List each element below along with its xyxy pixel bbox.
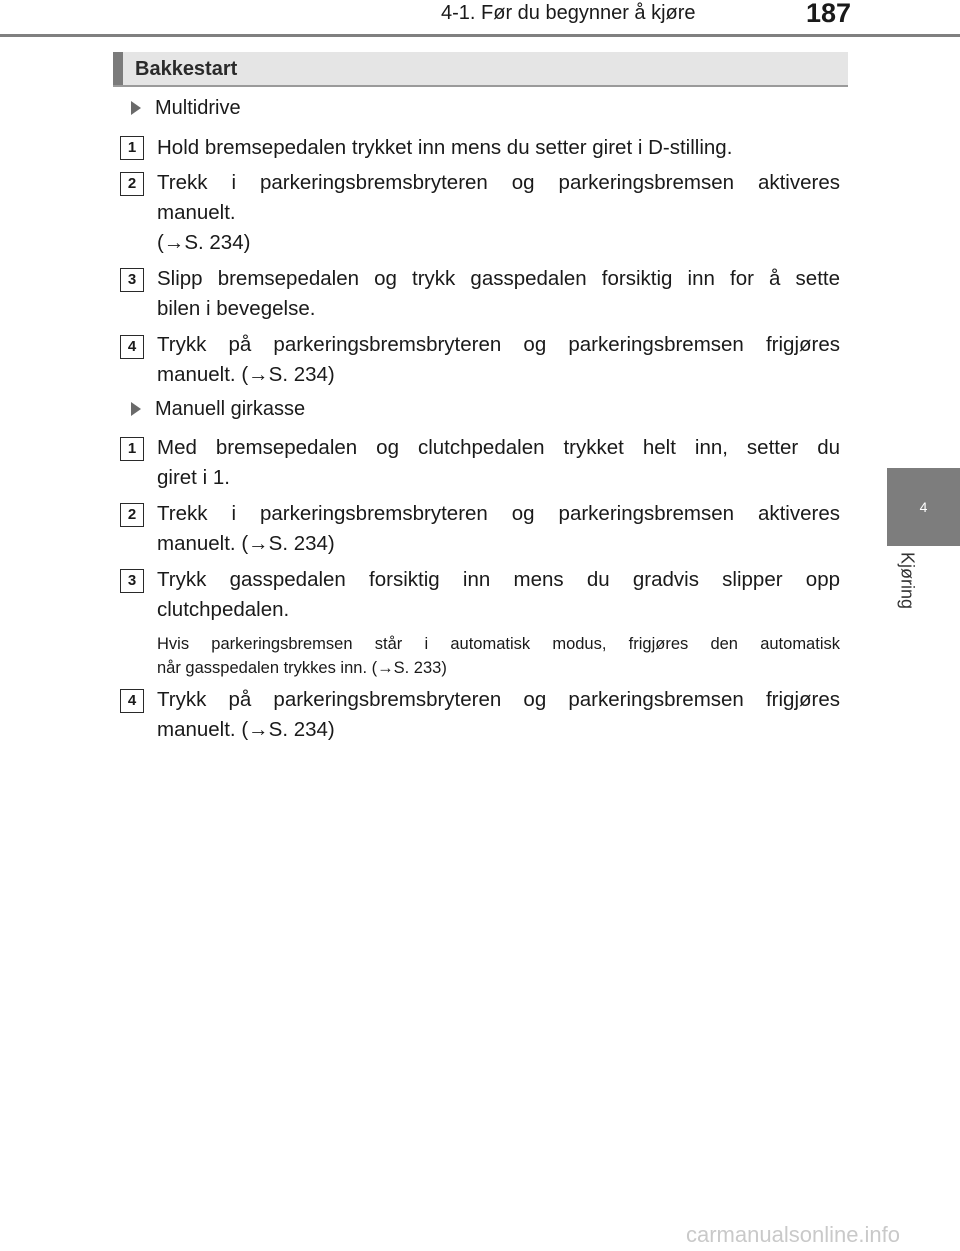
step-line: giret i 1.	[157, 466, 230, 489]
step-number-badge: 2	[120, 172, 144, 196]
step-number-badge: 2	[120, 503, 144, 527]
page-reference: (→S. 234)	[157, 231, 251, 254]
step-line: manuelt. (→S. 234)	[157, 363, 335, 386]
step-text	[157, 685, 840, 745]
note-line: Hvis parkeringsbremsen står i automatisk modus, frigjøres den automatisk	[157, 635, 840, 653]
step-text	[157, 168, 840, 258]
page-number: 187	[806, 0, 852, 28]
note-line: når gasspedalen trykkes inn. (→S. 233)	[157, 659, 447, 677]
subheading-label: Manuell girkasse	[155, 398, 306, 420]
step-text	[157, 264, 840, 324]
step-number-badge: 3	[120, 268, 144, 292]
step-text	[157, 433, 840, 493]
step-line: Trekk i parkeringsbremsbryteren og parkeringsbremsen aktiveres	[157, 502, 840, 525]
section-accent	[113, 52, 123, 85]
step-line: Hold bremsepedalen trykket inn mens du setter giret i D-stilling.	[157, 136, 733, 159]
triangle-bullet-icon	[131, 402, 141, 416]
step-line: Trykk på parkeringsbremsbryteren og parkeringsbremsen frigjøres	[157, 688, 840, 711]
step-number-badge: 4	[120, 335, 144, 359]
chapter-title: Kjøring	[897, 552, 918, 610]
step-line: Slipp bremsepedalen og trykk gasspedalen forsiktig inn for å sette	[157, 267, 840, 290]
watermark: carmanualsonline.info	[686, 1222, 901, 1247]
step-line: Med bremsepedalen og clutchpedalen trykket helt inn, setter du	[157, 436, 840, 459]
step-line: manuelt. (→S. 234)	[157, 718, 335, 741]
step-line: clutchpedalen.	[157, 598, 290, 621]
step-line: Trykk på parkeringsbremsbryteren og parkeringsbremsen frigjøres	[157, 333, 840, 356]
step-number-badge: 4	[120, 689, 144, 713]
section-heading-bar	[113, 52, 848, 87]
step-text	[157, 133, 840, 163]
step-text	[157, 499, 840, 559]
header-divider	[0, 34, 960, 37]
step-line: bilen i bevegelse.	[157, 297, 316, 320]
step-line: manuelt.	[157, 201, 236, 224]
chapter-tab	[887, 468, 960, 546]
step-line: manuelt. (→S. 234)	[157, 532, 335, 555]
header-section-title: 4-1. Før du begynner å kjøre	[441, 2, 696, 24]
step-line: Trykk gasspedalen forsiktig inn mens du gradvis slipper opp	[157, 568, 840, 591]
section-title: Bakkestart	[135, 58, 238, 80]
subheading-label: Multidrive	[155, 97, 241, 119]
step-number-badge: 3	[120, 569, 144, 593]
step-text	[157, 565, 840, 625]
step-line: Trekk i parkeringsbremsbryteren og parkeringsbremsen aktiveres	[157, 171, 840, 194]
step-number-badge: 1	[120, 437, 144, 461]
step-text	[157, 330, 840, 390]
subheading-multidrive	[131, 97, 241, 120]
subheading-manual	[131, 398, 305, 421]
triangle-bullet-icon	[131, 101, 141, 115]
step-note	[157, 632, 840, 680]
step-number-badge: 1	[120, 136, 144, 160]
chapter-number: 4	[919, 499, 928, 515]
